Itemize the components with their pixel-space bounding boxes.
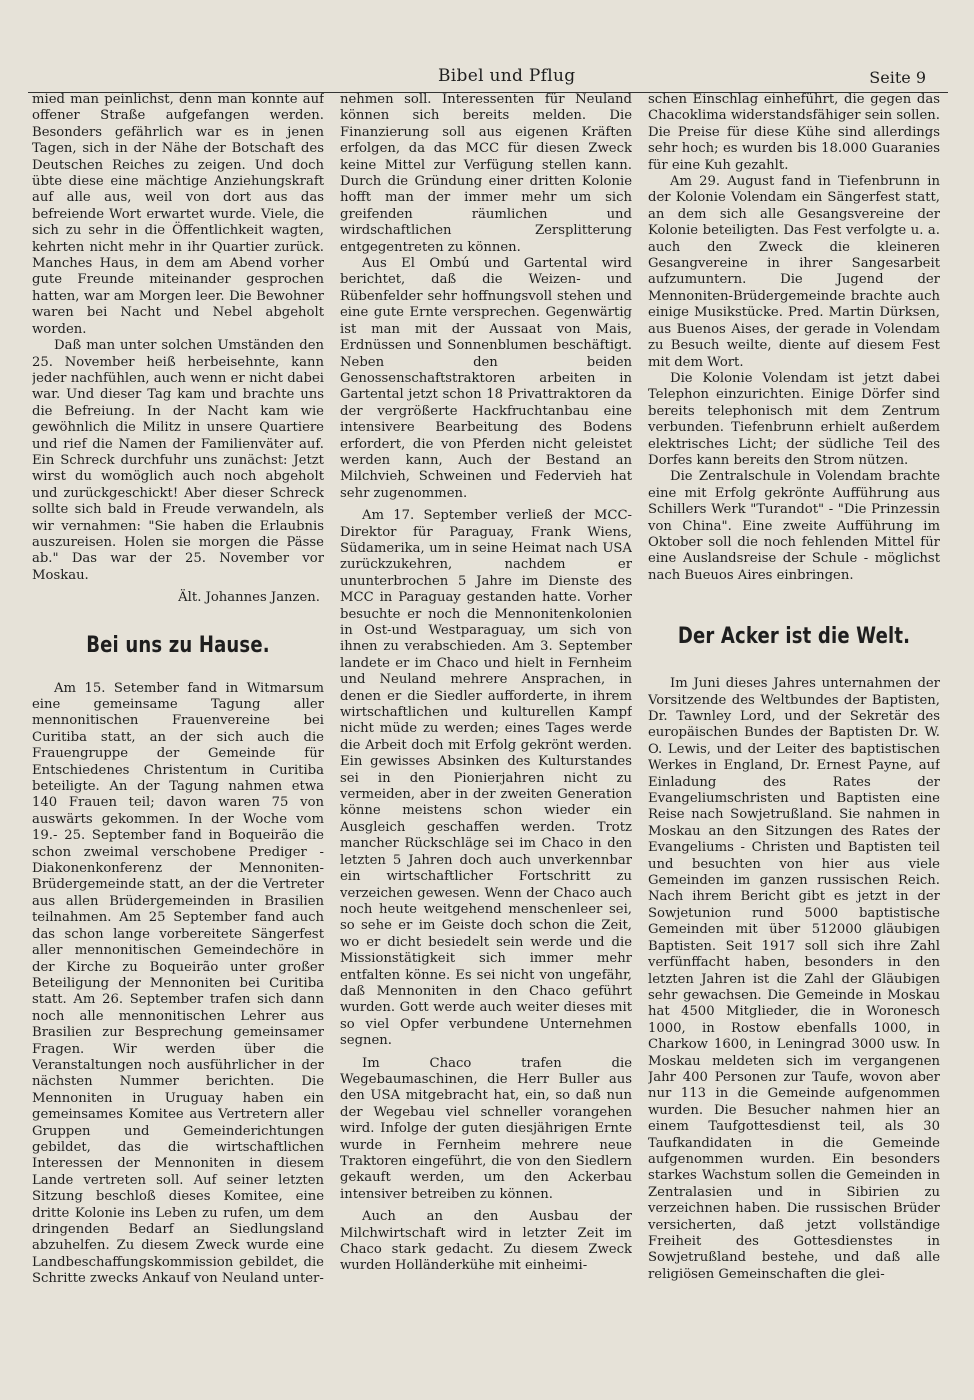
paragraph: Im Chaco trafen die Wegebaumaschinen, die Herr Buller aus den USA mitgebracht hat, ein, so daß nun der Wegebau viel schneller vorangehen wird. Infolge der guten diesjährigen Ernte wurde in Fernheim mehrere neue Traktoren eingeführt, die von den Siedlern gekauft werden, um den Ackerbau intensiver betreiben zu können. [340,1055,632,1202]
paragraph: Auch an den Ausbau der Milchwirtschaft wird in letzter Zeit im Chaco stark gedacht. Zu diesem Zweck wurden Holländerkühe mit einheimi- [340,1209,632,1274]
signature: Ält. Johannes Janzen. [178,590,320,606]
paragraph: Am 15. Setember fand in Witmarsum eine gemeinsame Tagung aller mennonitischen Frauenvereine bei Curitiba statt, an der sich auch die Frauengruppe der Gemeinde für Entschiedenes Christentum in Curitiba beteiligte. An der Tagung nahmen etwa 140 Frauen teil; davon waren 75 von auswärts gekommen. In der Woche vom 19.- 25. September fand in Boqueirão die schon zweimal verschobene Prediger - Diakonenkonferenz der Mennoniten-Brüdergemeinde statt, an der die Vertreter aus allen Brüdergemeinden in Brasilien teilnahmen. Am 25 September fand auch das schon lange vorbereitete Sängerfest aller mennonitischen Gemeindechöre in der Kirche zu Boqueirão unter großer Beteiligung der Mennoniten bei Curitiba statt. Am 26. September trafen sich dann noch alle mennonitischen Lehrer aus Brasilien zur Besprechung gemeinsamer Fragen. Wir werden über die Veranstaltungen noch ausführlicher in der nächsten Nummer berichten. Die Mennoniten in Uruguay haben ein gemeinsames Komitee aus Vertretern aller Gruppen und Gemeinderichtungen gebildet, das die wirtschaftlichen Interessen der Mennoniten in diesem Lande vertreten soll. Auf seiner letzten Sitzung beschloß dieses Komitee, eine dritte Kolonie ins Leben zu rufen, um dem dringenden Bedarf an Siedlungsland abzuhelfen. Zu diesem Zweck wurde eine Landbeschaffungskommission gebildet, die Schritte zwecks Ankauf von Neuland unter- [32,680,324,1287]
section-heading: Bei uns zu Hause. [86,632,270,658]
paragraph: Daß man unter solchen Umständen den 25. November heiß herbeisehnte, kann jeder nachfühlen, auch wenn er nicht dabei war. Und dieser Tag kam und brachte uns die Befreiung. In der Nacht kam wie gewöhnlich die Militz in unsere Quartiere und rief die Namen der Familienväter auf. Ein Schreck durchfuhr uns zunächst: Jetzt wirst du womöglich auch noch abgeholt und zurückgeschickt! Aber dieser Schreck sollte sich bald in Freude verwandeln, als wir vernahmen: "Sie haben die Erlaubnis auszureisen. Holen sie morgen die Pässe ab." Das war der 25. November vor Moskau. [32,338,324,583]
running-title: Bibel und Pflug [438,66,576,86]
paragraph: schen Einschlag einheführt, die gegen das Chacoklima widerstandsfähiger sein sollen. Die Preise für diese Kühe sind allerdings sehr hoch; es wurden bis 18.000 Guaranies für eine Kuh gezahlt. [648,92,940,173]
paragraph: nehmen soll. Interessenten für Neuland können sich bereits melden. Die Finanzierung soll aus eigenen Kräften erfolgen, da das MCC für diesen Zweck keine Mittel zur Verfügung stellen kann. Durch die Gründung einer dritten Kolonie hofft man der immer mehr um sich greifenden räumlichen und wirdschaftlichen Zersplitterung entgegentreten zu können. [340,92,632,255]
paragraph: Aus El Ombú und Gartental wird berichtet, daß die Weizen- und Rübenfelder sehr hoffnungsvoll stehen und eine gute Ernte versprechen. Gegenwärtig ist man mit der Aussaat von Mais, Erdnüssen und Sonnenblumen beschäftigt. Neben den beiden Genossenschaftstraktoren arbeiten in Gartental jetzt schon 18 Privattraktoren da der vergrößerte Hackfruchtanbau eine intensivere Bearbeitung des Bodens erfordert, die von Pferden nicht geleistet werden kann, Auch der Bestand an Milchvieh, Schweinen und Federvieh hat sehr zugenommen. [340,256,632,501]
column-1 [32,92,324,1392]
page-header [28,64,948,93]
paragraph: Die Zentralschule in Volendam brachte eine mit Erfolg gekrönte Aufführung aus Schillers Werk "Turandot" - "Die Prinzessin von China". Eine zweite Aufführung im Oktober soll die noch fehlenden Mittel für eine Auslandsreise der Schule - möglichst nach Bueuos Aires einbringen. [648,469,940,583]
paragraph: mied man peinlichst, denn man konnte auf offener Straße aufgefangen werden. Besonders gefährlich war es in jenen Tagen, sich in der Nähe der Botschaft des Deutschen Reiches zu zeigen. Und doch übte diese eine mächtige Anziehungskraft auf alle aus, weil von dort aus das befreiende Wort erwartet wurde. Viele, die sich zu sehr in die Öffentlichkeit wagten, kehrten nicht mehr in ihr Quartier zurück. Manches Haus, in dem am Abend vorher gute Freunde miteinander gesprochen hatten, war am Morgen leer. Die Bewohner waren bei Nacht und Nebel abgeholt worden. [32,92,324,337]
paragraph: Im Juni dieses Jahres unternahmen der Vorsitzende des Weltbundes der Baptisten, Dr. Tawnley Lord, und der Sekretär des europäischen Bundes der Baptisten Dr. W. O. Lewis, und der Leiter des baptistischen Werkes in England, Dr. Ernest Payne, auf Einladung des Rates der Evangeliumschristen und Baptisten eine Reise nach Sowjetrußland. Sie nahmen in Moskau an den Sitzungen des Rates der Evangeliums - Christen und Baptisten teil und besuchten von hier aus viele Gemeinden im ganzen russischen Reich. Nach ihrem Bericht gibt es jetzt in der Sowjetunion rund 5000 baptistische Gemeinden mit über 512000 gläubigen Baptisten. Seit 1917 soll sich ihre Zahl verfünffacht haben, besonders in den letzten Jahren ist die Zahl der Gläubigen sehr gewachsen. Die Gemeinde in Moskau hat 4500 Mitglieder, die in Woronesch 1000, in Rostow ebenfalls 1000, in Charkow 1600, in Leningrad 3000 usw. In Moskau meldeten sich im vergangenen Jahr 400 Personen zur Taufe, wovon aber nur 113 in die Gemeinde aufgenommen wurden. Die Besucher nahmen hier an einem Taufgottesdienst teil, als 30 Taufkandidaten in die Gemeinde aufgenommen wurden. Ein besonders starkes Wachstum sollen die Gemeinden in Zentralasien und in Sibirien zu verzeichnen haben. Die russischen Brüder versicherten, daß jetzt vollständige Freiheit des Gottesdienstes in Sowjetrußland bestehe, und daß alle religiösen Gemeinschaften die glei- [648,676,940,1282]
paragraph: Am 29. August fand in Tiefenbrunn in der Kolonie Volendam ein Sängerfest statt, an dem sich alle Gesangsvereine der Kolonie beteiligten. Das Fest verfolgte u. a. auch den Zweck die kleineren Gesangvereine in ihrer Sangesarbeit aufzumuntern. Die Jugend der Mennoniten-Brüdergemeinde brachte auch einige Musikstücke. Pred. Martin Dürksen, aus Buenos Aises, der gerade in Volendam zu Besuch weilte, diente auf diesem Fest mit dem Wort. [648,174,940,370]
column-2 [340,92,632,1392]
section-heading: Der Acker ist die Welt. [677,624,911,650]
column-3 [648,92,940,1392]
paragraph: Die Kolonie Volendam ist jetzt dabei Telephon einzurichten. Einige Dörfer sind bereits telephonisch mit dem Zentrum verbunden. Tiefenbrunn erhielt außerdem elektrisches Licht; der südliche Teil des Dorfes kann bereits den Strom nützen. [648,370,940,468]
paragraph: Am 17. September verließ der MCC-Direktor für Paraguay, Frank Wiens, Südamerika, um in seine Heimat nach USA zurückzukehren, nachdem er ununterbrochen 5 Jahre im Dienste des MCC in Paraguay gestanden hatte. Vorher besuchte er noch die Mennonitenkolonien in Ost-und Westparaguay, um sich von ihnen zu verabschieden. Am 3. September landete er im Chaco und hielt in Fernheim und Neuland mehrere Ansprachen, in denen er die Siedler aufforderte, in ihrem wirtschaftlichen und kulturellen Kampf nicht müde zu werden; eines Tages werde die Arbeit doch mit Erfolg gekrönt werden. Ein gewisses Absinken des Kulturstandes sei in den Pionierjahren nicht zu vermeiden, aber in der zweiten Generation könne meistens schon wieder ein Ausgleich geschaffen werden. Trotz mancher Rückschläge sei im Chaco in den letzten 5 Jahren doch auch unverkennbar ein wirtschaftlicher Fortschritt zu verzeichen gewesen. Wenn der Chaco auch noch heute weitgehend menschenleer sei, so sehe er im Geiste doch schon die Zeit, wo er dicht besiedelt sein werde und die Missionstätigkeit sich immer mehr entfalten könne. Es sei nicht von ungefähr, daß Mennoniten in den Chaco geführt wurden. Gott werde auch weiter dieses mit so viel Opfer verbundene Unternehmen segnen. [340,508,632,1049]
page-number: Seite 9 [869,68,926,87]
